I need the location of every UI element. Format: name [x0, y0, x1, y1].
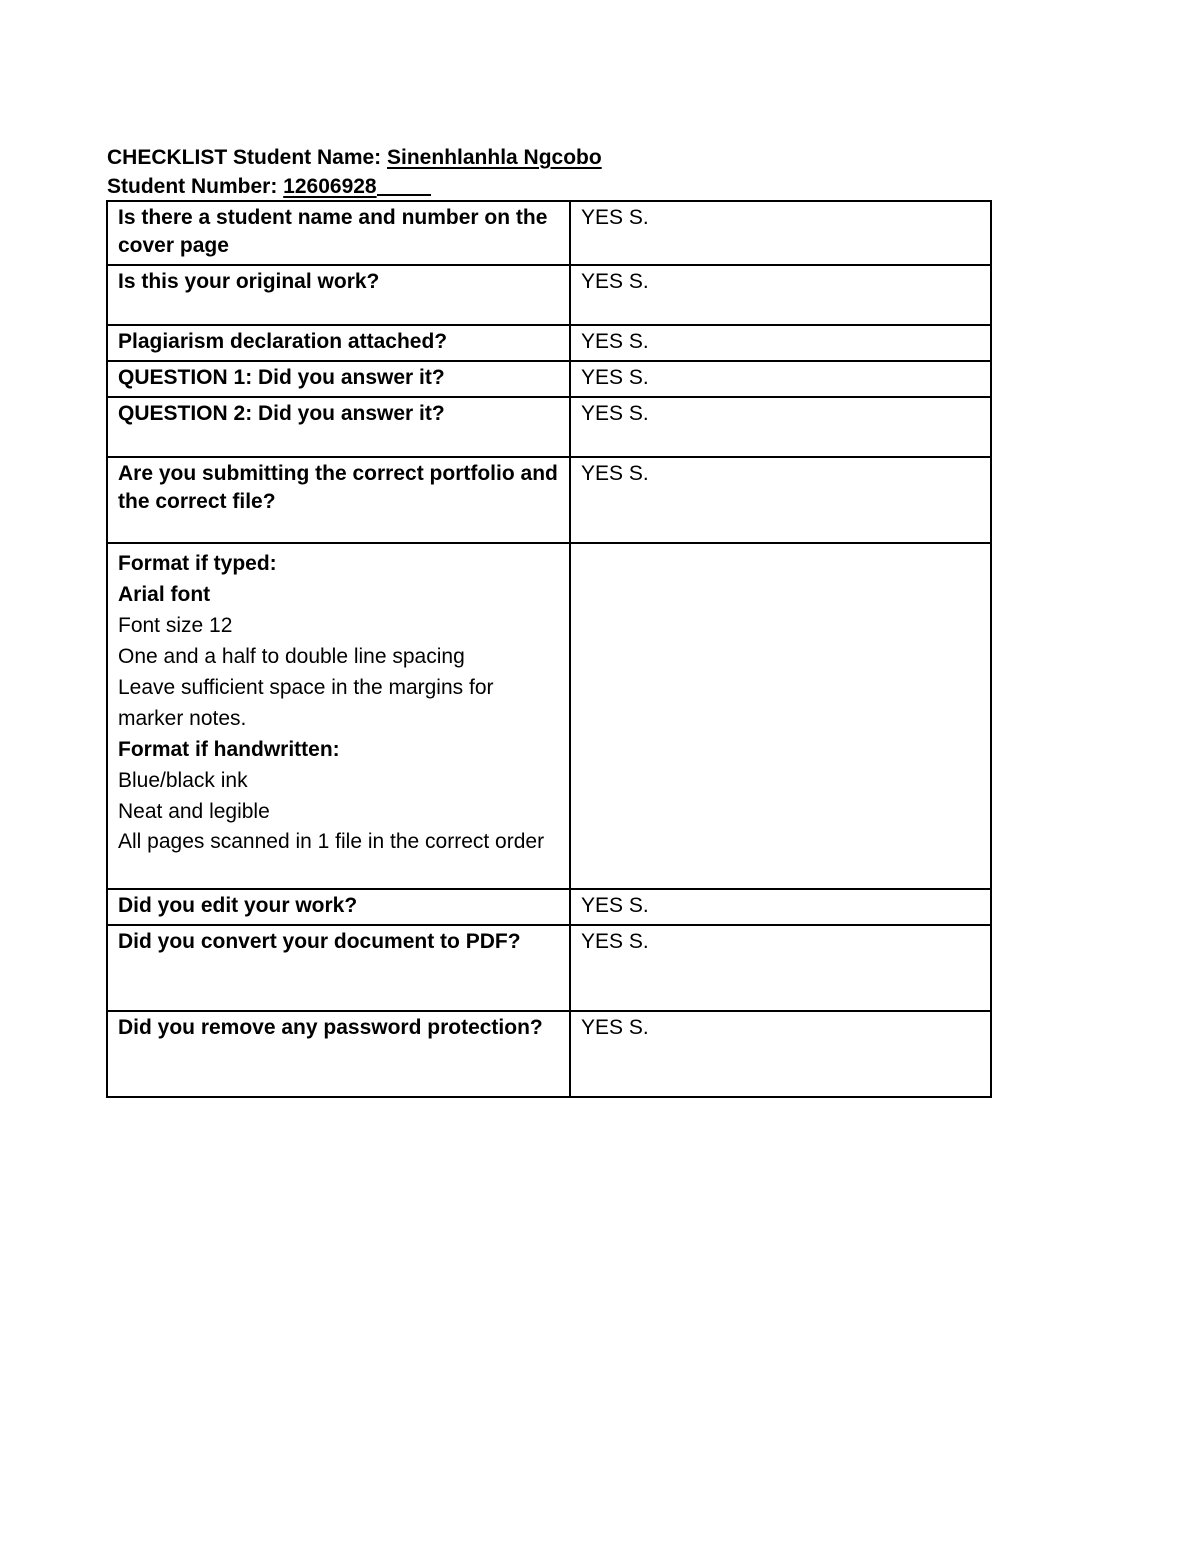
format-typed-margins: Leave sufficient space in the margins for marker notes. — [118, 676, 494, 730]
student-name-line — [107, 143, 602, 172]
checklist-title-label: CHECKLIST Student Name: — [107, 146, 388, 169]
student-number: 12606928 — [283, 175, 377, 198]
table-row — [107, 889, 991, 925]
table-row — [107, 1011, 991, 1097]
checklist-question: QUESTION 2: Did you answer it? — [107, 397, 570, 457]
checklist-answer: YES S. — [570, 201, 991, 265]
student-number-label: Student Number: — [107, 175, 284, 198]
student-number-line — [107, 172, 602, 201]
format-handwritten-neat: Neat and legible — [118, 800, 270, 823]
table-row-format — [107, 543, 991, 889]
underline-filler — [377, 174, 431, 196]
checklist-question: Did you remove any password protection? — [107, 1011, 570, 1097]
format-typed-font: Arial font — [118, 583, 211, 606]
checklist-table — [106, 200, 992, 1098]
checklist-question: Did you edit your work? — [107, 889, 570, 925]
table-row — [107, 397, 991, 457]
table-row — [107, 201, 991, 265]
format-handwritten-scan: All pages scanned in 1 file in the correct order — [118, 830, 545, 853]
checklist-answer: YES S. — [570, 1011, 991, 1097]
checklist-answer: YES S. — [570, 397, 991, 457]
checklist-question: Is this your original work? — [107, 265, 570, 325]
checklist-answer: YES S. — [570, 265, 991, 325]
table-row — [107, 457, 991, 543]
checklist-header — [107, 143, 602, 201]
student-name: Sinenhlanhla Ngcobo — [387, 146, 602, 169]
checklist-answer: YES S. — [570, 361, 991, 397]
table-row — [107, 325, 991, 361]
table-row — [107, 361, 991, 397]
checklist-question: QUESTION 1: Did you answer it? — [107, 361, 570, 397]
format-handwritten-heading: Format if handwritten: — [118, 738, 340, 761]
checklist-answer: YES S. — [570, 889, 991, 925]
checklist-question: Plagiarism declaration attached? — [107, 325, 570, 361]
checklist-question: Is there a student name and number on the cover page — [107, 201, 570, 265]
format-typed-size: Font size 12 — [118, 614, 233, 637]
checklist-answer: YES S. — [570, 925, 991, 1011]
table-row — [107, 925, 991, 1011]
format-requirements-cell — [107, 543, 570, 889]
checklist-question: Are you submitting the correct portfolio and the correct file? — [107, 457, 570, 543]
format-typed-heading: Format if typed: — [118, 552, 277, 575]
format-typed-spacing: One and a half to double line spacing — [118, 645, 465, 668]
checklist-answer: YES S. — [570, 325, 991, 361]
checklist-question: Did you convert your document to PDF? — [107, 925, 570, 1011]
format-answer-empty — [570, 543, 991, 889]
checklist-answer: YES S. — [570, 457, 991, 543]
format-handwritten-ink: Blue/black ink — [118, 769, 248, 792]
table-row — [107, 265, 991, 325]
